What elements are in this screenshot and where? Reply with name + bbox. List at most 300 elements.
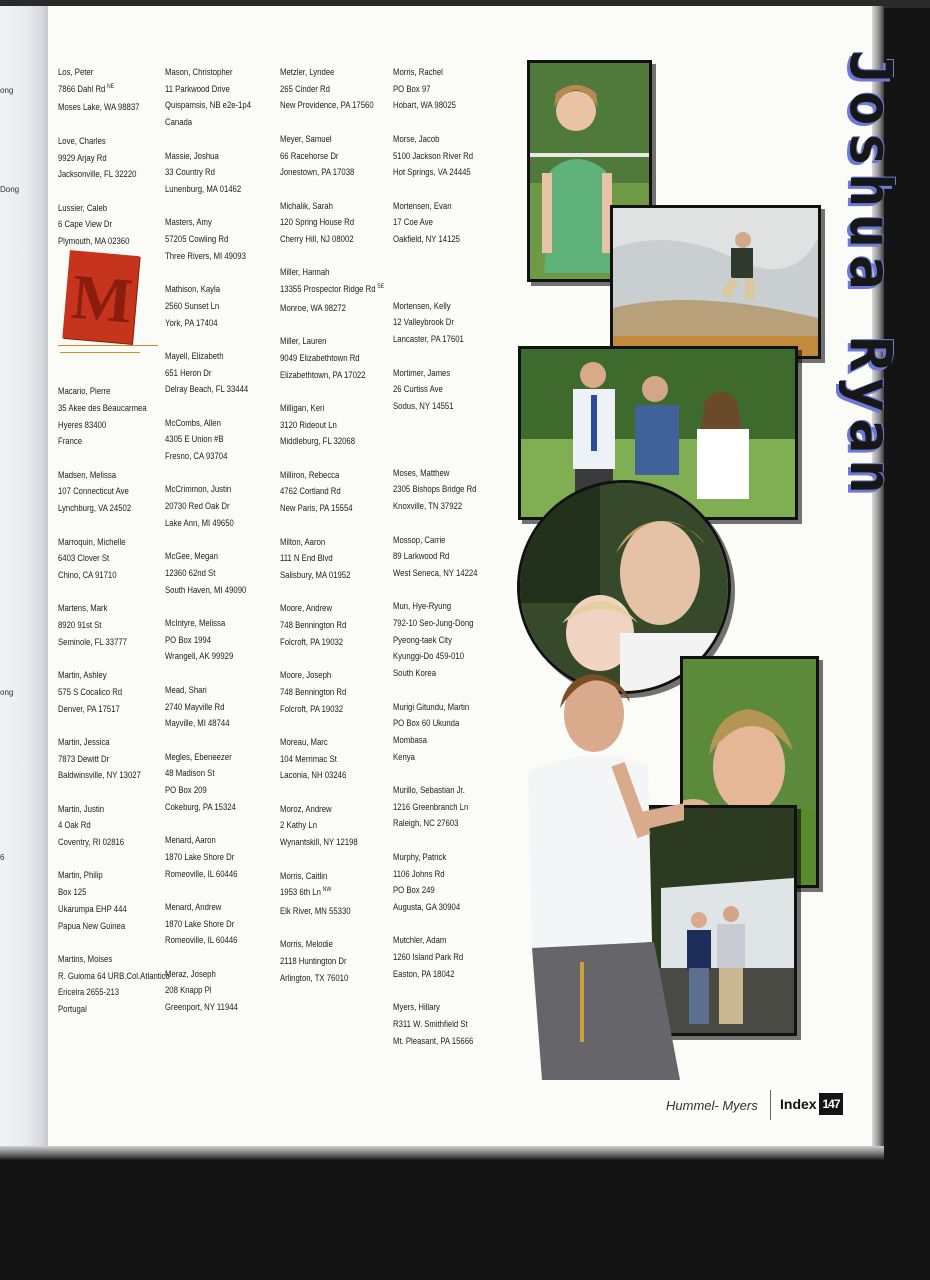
index-entry (393, 198, 477, 248)
entry-spacer (280, 717, 384, 734)
entry-address-line: 9929 Arjay Rd (58, 152, 107, 163)
entry-name: Mason, Christopher (165, 67, 233, 77)
entry-spacer (165, 131, 251, 148)
entry-address-line: PO Box 1994 (165, 634, 212, 645)
entry-address-line: Portugal (58, 1004, 87, 1015)
entry-spacer (393, 916, 477, 933)
index-column-4 (393, 64, 477, 1066)
section-letter-badge (62, 250, 139, 344)
index-entry (58, 867, 170, 934)
entry-address-line: Easton, PA 18042 (393, 968, 455, 979)
entry-name: Moroz, Andrew (280, 803, 332, 814)
entry-address-line: Oakfield, NY 14125 (393, 234, 460, 244)
entry-address-line: Mt. Pleasant, PA 15666 (393, 1035, 474, 1046)
entry-name: Mead, Shari (165, 684, 207, 695)
entry-address-line: New Providence, PA 17560 (280, 100, 374, 111)
entry-address-line: Seminole, FL 33777 (58, 636, 127, 647)
index-entry (58, 133, 170, 183)
entry-name: Morris, Rachel (393, 67, 443, 77)
entry-spacer (165, 815, 251, 832)
entry-address-line: 89 Larkwood Rd (393, 551, 450, 562)
entry-address-line: 66 Racehorse Dr (280, 150, 339, 161)
entry-name: Michalik, Sarah (280, 200, 333, 211)
entry-address-line: New Paris, PA 15554 (280, 503, 353, 514)
index-entry (165, 415, 251, 465)
entry-address-line: Papua New Guinea (58, 920, 126, 931)
index-entry (280, 333, 384, 383)
index-entry (280, 131, 384, 181)
entry-address-line: Hot Springs, VA 24445 (393, 167, 471, 178)
entry-spacer (280, 248, 384, 265)
entry-address-line: 107 Connecticut Ave (58, 486, 129, 497)
entry-spacer (393, 248, 477, 265)
entry-address-line: 111 N End Blvd (280, 553, 333, 564)
entry-address-line: 7873 Dewitt Dr (58, 753, 110, 764)
entry-spacer (280, 784, 384, 801)
entry-spacer (393, 431, 477, 448)
index-entry (58, 534, 170, 584)
index-entry (165, 899, 251, 949)
entry-name: Mortensen, Kelly (393, 300, 451, 311)
direction-superscript: SE (377, 284, 385, 291)
entry-address-line: Sodus, NY 14551 (393, 400, 454, 411)
entry-spacer (393, 281, 477, 298)
entry-address-line: 1106 Johns Rd (393, 868, 445, 879)
entry-spacer (393, 348, 477, 365)
index-entry (393, 849, 477, 916)
entry-spacer (58, 784, 170, 801)
index-entry (393, 782, 477, 832)
direction-superscript: NW (322, 887, 332, 894)
entry-name: Mun, Hye-Ryung (393, 601, 452, 612)
entry-address-line: Elizabethtown, PA 17022 (280, 369, 366, 380)
entry-address-line: Wrangell, AK 99929 (165, 651, 234, 662)
entry-name: Love, Charles (58, 135, 106, 146)
entry-address-line: 1953 6th Ln $^{NW}$ (280, 887, 332, 898)
index-entry (165, 615, 251, 665)
entry-spacer (280, 517, 384, 534)
facing-page-fragment: 6 (0, 853, 5, 862)
index-entry (393, 465, 477, 515)
index-entry (393, 699, 477, 766)
entry-spacer (58, 717, 170, 734)
entry-address-line: Middleburg, FL 32068 (280, 436, 356, 447)
footer-index-label: Index (780, 1096, 817, 1112)
entry-address-line: 12360 62nd St (165, 567, 216, 578)
index-entry (165, 966, 251, 1016)
entry-spacer (165, 264, 251, 281)
entry-address-line: 4305 E Union #B (165, 434, 224, 445)
entry-address-line: Romeoville, IL 60446 (165, 868, 238, 879)
index-entry (58, 383, 170, 450)
index-entry (165, 749, 251, 816)
entry-name: Macario, Pierre (58, 386, 111, 397)
entry-address-line: Jonestown, PA 17038 (280, 167, 355, 178)
entry-address-line: Quispamsis, NB e2e-1p4 (165, 100, 252, 111)
entry-address-line: PO Box 209 (165, 785, 207, 796)
entry-spacer (165, 882, 251, 899)
entry-spacer (393, 1049, 477, 1066)
entry-address-line: 120 Spring House Rd (280, 217, 355, 228)
entry-address-line: Augusta, GA 30904 (393, 901, 461, 912)
entry-spacer (280, 383, 384, 400)
cutout-boy-soccer-shirt (514, 662, 684, 1080)
entry-spacer (58, 116, 170, 133)
entry-name: Meraz, Joseph (165, 968, 216, 979)
decorative-line (60, 352, 140, 353)
entry-spacer (280, 851, 384, 868)
entry-name: Morris, Caitlin (280, 870, 328, 881)
entry-address-line: R. Guioma 64 URB.Col.Atlantico (58, 970, 170, 981)
entry-name: Martins, Moises (58, 953, 113, 964)
footer-name-range: Hummel- Myers (666, 1098, 758, 1113)
entry-address-line: Greenport, NY 11944 (165, 1002, 238, 1013)
index-entry (58, 734, 170, 784)
entry-address-line: R311 W. Smithfield St (393, 1018, 468, 1029)
index-entry (280, 600, 384, 650)
index-entry (165, 214, 251, 264)
entry-name: Massie, Joshua (165, 150, 219, 161)
index-entry (393, 932, 477, 982)
entry-address-line: Jacksonville, FL 32220 (58, 169, 137, 180)
entry-spacer (393, 448, 477, 465)
entry-name: Madsen, Melissa (58, 469, 117, 480)
entry-spacer (165, 398, 251, 415)
entry-spacer (58, 584, 170, 601)
entry-spacer (393, 982, 477, 999)
index-entry (393, 365, 477, 415)
entry-address-line: 104 Merrimac St (280, 753, 337, 764)
entry-spacer (393, 582, 477, 599)
entry-address-line: 1216 Greenbranch Ln (393, 801, 469, 812)
entry-address-line: Canada (165, 117, 193, 128)
entry-address-line: Knoxville, TN 37922 (393, 501, 463, 512)
entry-address-line: 20730 Red Oak Dr (165, 501, 230, 512)
entry-address-line: PO Box 249 (393, 885, 435, 896)
entry-name: Lussier, Caleb (58, 202, 108, 213)
entry-name: Milliron, Rebecca (280, 469, 340, 480)
entry-address-line: 748 Bennington Rd (280, 686, 347, 697)
index-entry (165, 148, 251, 198)
index-column-1 (58, 64, 170, 1034)
entry-address-line: Raleigh, NC 27603 (393, 818, 459, 829)
index-entry (393, 64, 477, 114)
entry-address-line: York, PA 17404 (165, 317, 218, 328)
entry-name: Menard, Andrew (165, 901, 222, 912)
index-entry (165, 832, 251, 882)
entry-name: McIntyre, Melissa (165, 618, 226, 629)
entry-name: Martin, Ashley (58, 670, 107, 681)
entry-spacer (165, 532, 251, 549)
entry-address-line: 1870 Lake Shore Dr (165, 918, 235, 929)
index-entry (280, 801, 384, 851)
entry-address-line: 2305 Bishops Bridge Rd (393, 484, 477, 495)
entry-name: Morse, Jacob (393, 133, 440, 144)
entry-address-line: 33 Country Rd (165, 167, 215, 178)
entry-address-line: 57205 Cowling Rd (165, 234, 229, 244)
entry-spacer (280, 450, 384, 467)
entry-address-line: 792-10 Seo-Jung-Dong (393, 618, 474, 629)
entry-address-line: 2 Kathy Ln (280, 820, 318, 831)
index-entry (280, 264, 384, 316)
entry-name: Moreau, Marc (280, 736, 328, 747)
index-entry (165, 682, 251, 732)
entry-spacer (393, 682, 477, 699)
entry-address-line: Cokeburg, PA 15324 (165, 801, 236, 812)
entry-name: McCombs, Allen (165, 417, 221, 428)
entry-name: Mayell, Elizabeth (165, 350, 224, 361)
index-entry (58, 600, 170, 650)
entry-name: Moses, Matthew (393, 467, 450, 478)
entry-spacer (165, 1016, 251, 1033)
entry-address-line: Three Rivers, MI 49093 (165, 250, 246, 261)
index-entry (165, 281, 251, 331)
decorative-line (58, 345, 158, 346)
entry-address-line: Delray Beach, FL 33444 (165, 384, 249, 395)
entry-name: Milligan, Keri (280, 402, 325, 413)
index-entry (58, 667, 170, 717)
page-bottom-edge (0, 1146, 884, 1160)
index-entry (280, 667, 384, 717)
entry-name: Morris, Melodie (280, 939, 333, 950)
entry-address-line: 48 Madison St (165, 768, 215, 779)
entry-address-line: Hobart, WA 98025 (393, 100, 456, 111)
entry-address-line: 1870 Lake Shore Dr (165, 851, 235, 862)
index-entry (165, 348, 251, 398)
entry-address-line: 6 Cape View Dr (58, 219, 113, 230)
entry-address-line: Pyeong-taek City (393, 634, 452, 645)
index-entry (280, 198, 384, 248)
entry-address-line: 12 Valleybrook Dr (393, 317, 454, 328)
entry-address-line: Salisbury, MA 01952 (280, 569, 351, 580)
entry-name: Miller, Lauren (280, 336, 327, 347)
entry-address-line: Lake Ann, MI 49650 (165, 517, 234, 528)
entry-address-line: PO Box 60 Ukunda (393, 718, 460, 729)
entry-address-line: Lunenburg, MA 01462 (165, 183, 242, 194)
direction-superscript: NE (107, 83, 115, 90)
entry-address-line: 2740 Mayville Rd (165, 701, 225, 712)
entry-address-line: 35 Akee des Beaucarmea (58, 402, 147, 413)
entry-address-line: 575 S Cocalico Rd (58, 686, 123, 697)
entry-address-line: Mombasa (393, 734, 427, 745)
index-entry (393, 598, 477, 682)
entry-address-line: Lynchburg, VA 24502 (58, 503, 132, 514)
entry-name: Martin, Jessica (58, 736, 110, 747)
entry-spacer (280, 317, 384, 334)
entry-address-line: 4 Oak Rd (58, 820, 91, 831)
entry-spacer (58, 517, 170, 534)
entry-name: McGee, Megan (165, 551, 218, 562)
photo-boy-jumping-waterfall (610, 205, 821, 359)
entry-spacer (393, 264, 477, 281)
entry-spacer (58, 450, 170, 467)
entry-address-line: PO Box 97 (393, 83, 431, 94)
page-number: 147 (819, 1093, 843, 1115)
entry-spacer (393, 415, 477, 432)
entry-address-line: 651 Heron Dr (165, 367, 212, 378)
entry-spacer (280, 986, 384, 1003)
entry-address-line: Arlington, TX 76010 (280, 972, 349, 983)
entry-address-line: 9049 Elizabethtown Rd (280, 352, 360, 363)
entry-address-line: Laconia, NH 03246 (280, 770, 347, 781)
index-entry (58, 801, 170, 851)
index-entry (280, 534, 384, 584)
entry-address-line: 748 Bennington Rd (280, 620, 347, 631)
entry-name: Menard, Aaron (165, 835, 216, 846)
entry-address-line: Hyeres 83400 (58, 419, 107, 430)
index-entry (280, 936, 384, 986)
entry-spacer (165, 665, 251, 682)
entry-address-line: Folcroft, PA 19032 (280, 703, 344, 714)
entry-spacer (165, 598, 251, 615)
entry-address-line: Elk River, MN 55330 (280, 905, 351, 916)
index-entry (393, 532, 477, 582)
entry-name: Moore, Joseph (280, 670, 332, 681)
index-entry (280, 64, 384, 114)
entry-name: Murphy, Patrick (393, 851, 447, 862)
entry-spacer (165, 732, 251, 749)
entry-address-line: Ukarumpa EHP 444 (58, 903, 127, 914)
index-entry (280, 400, 384, 450)
entry-name: Martens, Mark (58, 603, 108, 614)
entry-address-line: 4762 Cortland Rd (280, 486, 341, 497)
index-entry (393, 298, 477, 348)
entry-address-line: 6403 Clover St (58, 553, 110, 564)
entry-address-line: South Haven, MI 49090 (165, 584, 247, 595)
entry-spacer (58, 934, 170, 951)
entry-address-line: Lancaster, PA 17601 (393, 334, 464, 345)
entry-name: Mortensen, Evan (393, 200, 452, 211)
section-letter: M (68, 260, 136, 337)
entry-spacer (393, 832, 477, 849)
index-entry (165, 548, 251, 598)
entry-name: Murillo, Sebastian Jr. (393, 785, 465, 796)
index-entry (280, 467, 384, 517)
entry-spacer (393, 765, 477, 782)
entry-address-line: Ericeira 2655-213 (58, 987, 120, 998)
entry-name: Masters, Amy (165, 217, 212, 228)
index-entry (58, 200, 170, 250)
vertical-name-title: Joshua Ryan (837, 50, 905, 501)
entry-name: Martin, Philip (58, 870, 103, 881)
index-column-3 (280, 64, 384, 1003)
index-entry (58, 467, 170, 517)
entry-spacer (58, 367, 170, 384)
entry-spacer (280, 920, 384, 937)
entry-address-line: 3120 Rideout Ln (280, 419, 337, 430)
entry-address-line: France (58, 436, 83, 447)
entry-spacer (165, 949, 251, 966)
entry-address-line: 11 Parkwood Drive (165, 83, 230, 94)
index-entry (165, 481, 251, 531)
entry-address-line: 208 Knapp Pl (165, 985, 212, 996)
entry-spacer (393, 181, 477, 198)
entry-address-line: Kyunggi-Do 459-010 (393, 651, 465, 662)
entry-spacer (393, 515, 477, 532)
entry-address-line: Wynantskill, NY 12198 (280, 837, 358, 848)
entry-address-line: 265 Cinder Rd (280, 83, 330, 94)
entry-address-line: 7866 Dahl Rd $^{NE}$ (58, 83, 115, 94)
entry-address-line: Denver, PA 17517 (58, 703, 120, 714)
entry-address-line: 5100 Jackson River Rd (393, 150, 474, 161)
entry-spacer (165, 198, 251, 215)
entry-address-line: Mayville, MI 48744 (165, 718, 230, 729)
entry-address-line: 13355 Prospector Ridge Rd $^{SE}$ (280, 284, 385, 295)
entry-spacer (280, 650, 384, 667)
entry-spacer (165, 465, 251, 482)
entry-spacer (58, 650, 170, 667)
facing-page-fragment: ong (0, 688, 14, 697)
index-entry (280, 734, 384, 784)
entry-name: McCrimmon, Justin (165, 484, 232, 495)
entry-spacer (165, 331, 251, 348)
entry-name: Metzler, Lyndee (280, 67, 335, 77)
facing-page-fragment: ong (0, 86, 14, 95)
index-entry (280, 868, 384, 920)
entry-name: Marroquin, Michelle (58, 536, 126, 547)
entry-name: Mutchler, Adam (393, 935, 447, 946)
footer-divider (770, 1090, 771, 1120)
entry-spacer (58, 851, 170, 868)
facing-page-fragment: Dong (0, 185, 20, 194)
entry-address-line: 1260 Island Park Rd (393, 952, 464, 963)
entry-address-line: Box 125 (58, 887, 87, 898)
entry-name: Megles, Ebeneezer (165, 751, 232, 762)
entry-address-line: 8920 91st St (58, 620, 102, 630)
entry-name: Mathison, Kayla (165, 284, 221, 295)
index-entry (58, 64, 170, 116)
entry-address-line: Plymouth, MA 02360 (58, 236, 130, 246)
entry-address-line: South Korea (393, 668, 437, 679)
entry-name: Murigi Gitundu, Martin (393, 701, 470, 712)
entry-address-line: Folcroft, PA 19032 (280, 636, 344, 647)
index-entry (58, 951, 170, 1018)
entry-address-line: Kenya (393, 751, 415, 762)
index-entry (393, 999, 477, 1049)
entry-address-line: Coventry, RI 02816 (58, 837, 125, 848)
entry-spacer (280, 114, 384, 131)
entry-name: Myers, Hillary (393, 1002, 440, 1013)
entry-name: Mossop, Carrie (393, 534, 446, 545)
entry-address-line: Cherry Hill, NJ 08002 (280, 234, 354, 244)
index-column-2 (165, 64, 251, 1033)
entry-address-line: Romeoville, IL 60446 (165, 935, 238, 946)
entry-spacer (58, 1018, 170, 1035)
entry-spacer (393, 114, 477, 131)
entry-name: Milton, Aaron (280, 536, 326, 547)
entry-spacer (58, 183, 170, 200)
facing-page-edge (0, 6, 48, 1148)
entry-name: Meyer, Samuel (280, 133, 332, 144)
entry-address-line: 26 Curtiss Ave (393, 384, 443, 395)
entry-address-line: Fresno, CA 93704 (165, 451, 228, 462)
index-entry (165, 64, 251, 131)
entry-spacer (280, 181, 384, 198)
entry-name: Mortimer, James (393, 367, 451, 378)
entry-name: Moore, Andrew (280, 603, 333, 614)
entry-address-line: 17 Coe Ave (393, 217, 433, 228)
entry-address-line: West Seneca, NY 14224 (393, 567, 478, 578)
entry-name: Miller, Hannah (280, 267, 330, 278)
entry-address-line: 2118 Huntington Dr (280, 956, 347, 967)
entry-address-line: Chino, CA 91710 (58, 569, 117, 580)
entry-address-line: 2560 Sunset Ln (165, 300, 220, 311)
entry-address-line: Baldwinsville, NY 13027 (58, 770, 141, 781)
index-entry (393, 131, 477, 181)
entry-spacer (280, 584, 384, 601)
entry-address-line: Moses Lake, WA 98837 (58, 102, 140, 113)
entry-name: Los, Peter (58, 67, 94, 77)
